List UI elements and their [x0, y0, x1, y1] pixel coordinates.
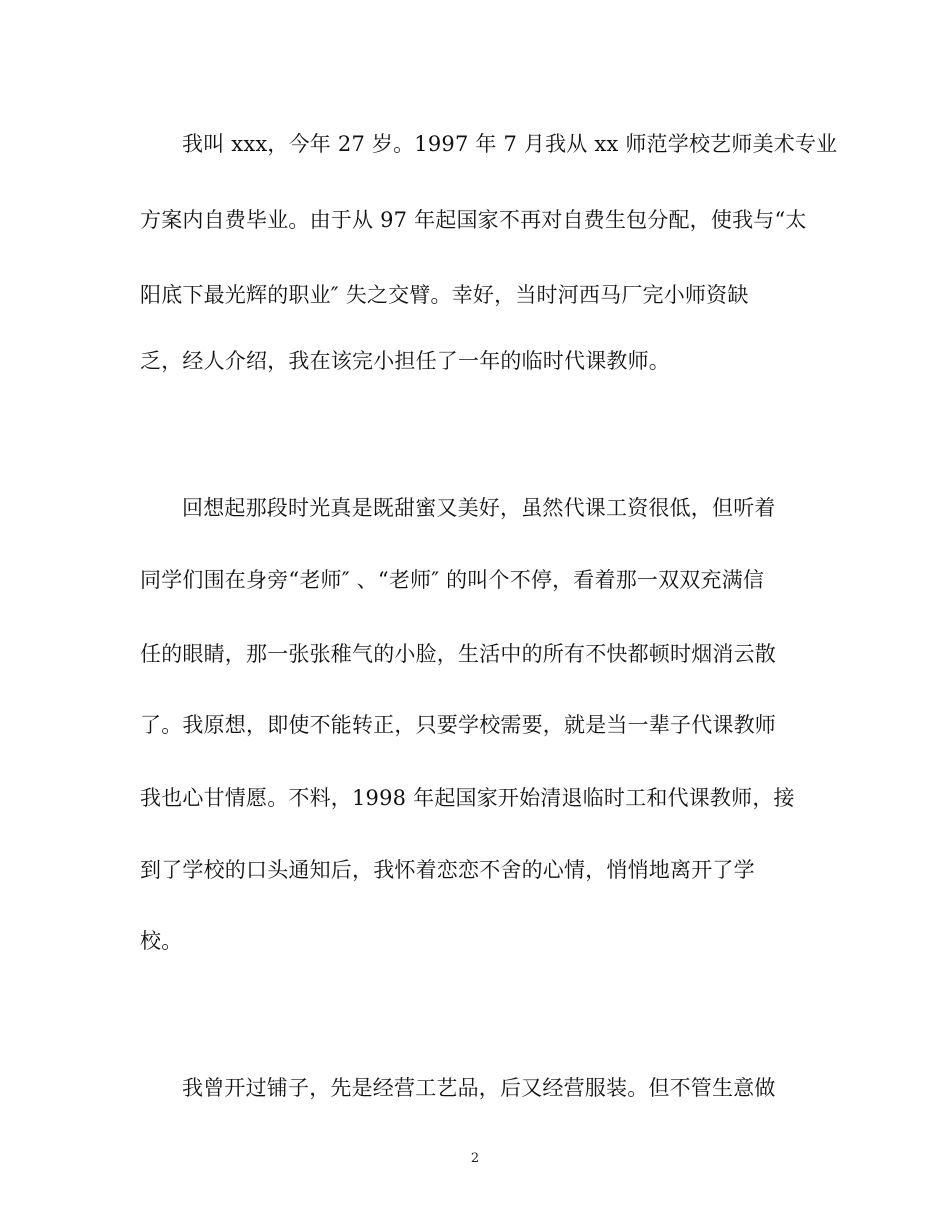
paragraph-3-line-1: 我曾开过铺子，先是经营工艺品，后又经营服装。但不管生意做 — [182, 1076, 776, 1100]
page-number: 2 — [470, 1151, 480, 1166]
paragraph-2-line-6: 到了学校的口头通知后，我怀着恋恋不舍的心情，悄悄地离开了学 — [140, 858, 755, 882]
paragraph-1-line-2: 方案内自费毕业。由于从 97 年起国家不再对自费生包分配，使我与“太 — [140, 208, 807, 232]
paragraph-2-line-4: 了。我原想，即使不能转正，只要学校需要，就是当一辈子代课教师 — [140, 713, 776, 737]
paragraph-2-line-3: 任的眼睛，那一张张稚气的小脸，生活中的所有不快都顿时烟消云散 — [140, 642, 776, 666]
paragraph-1-line-4: 乏，经人介绍，我在该完小担任了一年的临时代课教师。 — [140, 349, 670, 373]
paragraph-1-line-1: 我叫 xxx，今年 27 岁。1997 年 7 月我从 xx 师范学校艺师美术专业 — [182, 132, 838, 156]
paragraph-1-line-3: 阳底下最光辉的职业″ 失之交臂。幸好，当时河西马厂完小师资缺 — [140, 283, 749, 307]
paragraph-2-line-5: 我也心甘情愿。不料，1998 年起国家开始清退临时工和代课教师，接 — [140, 786, 795, 810]
paragraph-2-line-1: 回想起那段时光真是既甜蜜又美好，虽然代课工资很低，但听着 — [182, 496, 776, 520]
paragraph-2-line-7: 校。 — [140, 929, 183, 953]
paragraph-2-line-2: 同学们围在身旁“老师″ 、“老师″ 的叫个不停，看着那一双双充满信 — [140, 568, 765, 592]
